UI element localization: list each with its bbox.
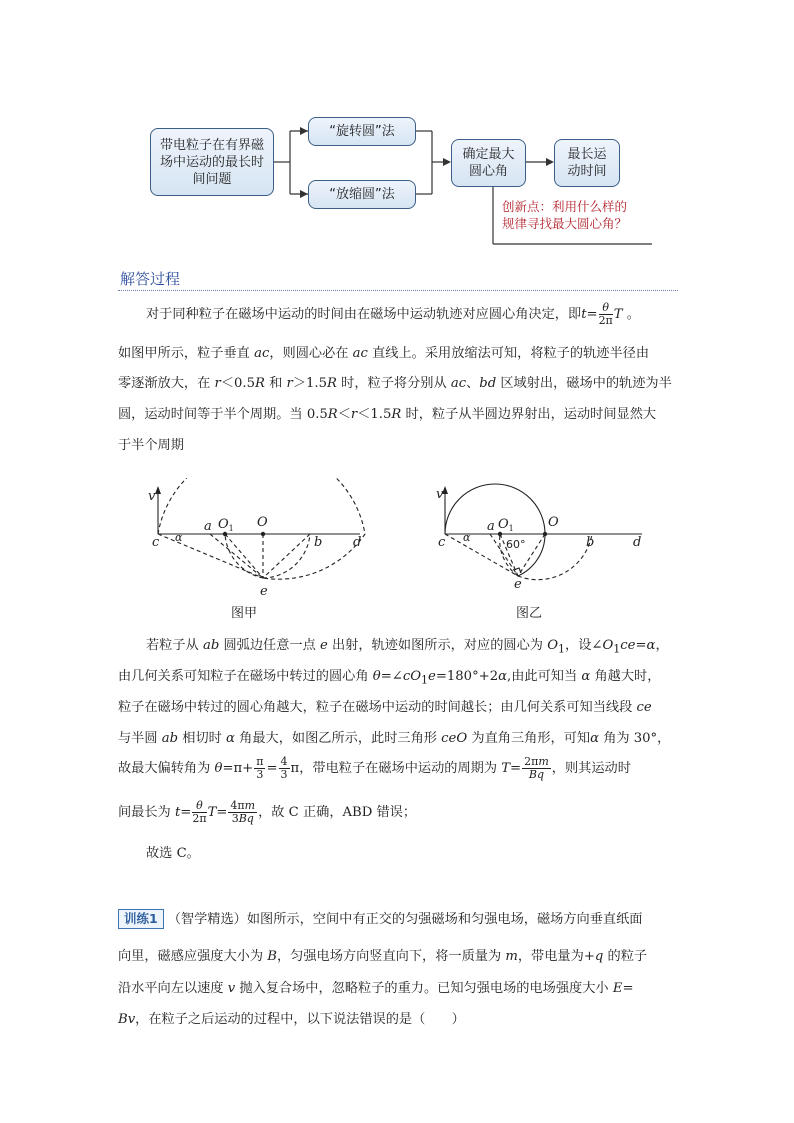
figure-yi [430, 478, 660, 606]
answer-line: 故选 C。 [146, 846, 200, 861]
flow-rotating-circle-box: “旋转圆”法 [308, 117, 416, 146]
svg-text:e: e [260, 584, 268, 599]
figure-yi-caption: 图乙 [516, 606, 543, 621]
svg-text:a: a [204, 519, 212, 534]
section-divider [118, 290, 678, 291]
figure-jia-caption: 图甲 [231, 606, 258, 621]
innovation-note-line2: 规律寻找最大圆心角？ [502, 216, 628, 231]
training-line1: 训练1 （智学精选）如图所示，空间中有正交的匀强磁场和匀强电场，磁场方向垂直纸面 [118, 908, 642, 929]
p1-line3: 零逐渐放大，在 r＜0.5R 和 r＞1.5R 时，粒子将分别从 ac、bd 区域射出，磁场中的轨迹为半 [118, 376, 672, 391]
svg-text:α: α [175, 531, 183, 544]
svg-text:O1: $O_1$ [218, 517, 234, 533]
figure-jia [140, 478, 380, 606]
p2-line3: 粒子在磁场中转过的圆心角越大，粒子在磁场中运动的时间越长；由几何关系可知当线段 ce [118, 700, 652, 715]
p1-line5: 于半个周期 [118, 438, 184, 453]
training-line2: 向里，磁感应强度大小为 B，匀强电场方向竖直向下，将一质量为 m，带电量为+q 的粒子 [118, 949, 648, 964]
svg-text:b: b [314, 535, 323, 550]
innovation-note-line1: 创新点：利用什么样的 [502, 199, 628, 214]
section-title: 解答过程 [120, 270, 181, 288]
svg-text:e: e [514, 577, 522, 592]
p1-line1: 对于同种粒子在磁场中运动的时间由在磁场中运动轨迹对应圆心角决定，即t= $\frac{\theta}{2\pi}$ T 。 [146, 301, 640, 327]
svg-text:v: v [148, 489, 156, 504]
svg-text:v: v [436, 487, 444, 502]
p2-line1: 若粒子从 ab 圆弧边任意一点 e 出射，轨迹如图所示，对应的圆心为 $O_1$，设$\angle O_1ce=\alpha$， [146, 638, 669, 656]
svg-text:a: a [487, 519, 495, 534]
training-badge: 训练1 [118, 909, 164, 929]
p1-line2: 如图甲所示，粒子垂直 ac，则圆心必在 ac 直线上。采用放缩法可知，将粒子的轨迹半径由 [118, 346, 650, 361]
svg-text:O: O [548, 515, 559, 530]
flow-start-box: 带电粒子在有界磁场中运动的最长时间问题 [150, 128, 274, 196]
svg-text:c: c [152, 535, 160, 550]
flow-scaling-circle-box: “放缩圆”法 [308, 180, 416, 209]
flow-determine-angle-box: 确定最大圆心角 [451, 139, 526, 187]
p2-line4: 与半圆 ab 相切时 α 角最大，如图乙所示，此时三角形 ceO 为直角三角形，可知α 角为 30°， [118, 731, 671, 746]
svg-text:d: d [353, 535, 362, 550]
svg-text:O: O [257, 515, 268, 530]
training-line4: Bv，在粒子之后运动的过程中，以下说法错误的是（ ） [118, 1012, 465, 1027]
svg-text:α: α [463, 531, 471, 544]
svg-text:b: b [586, 535, 595, 550]
angle-60-label: 60° [506, 538, 526, 551]
svg-text:O1: $O_1$ [498, 517, 514, 533]
p1-line4: 圆，运动时间等于半个周期。当 0.5R＜r＜1.5R 时，粒子从半圆边界射出，运动时间显然大 [118, 407, 657, 422]
p2-line6: 间最长为 t= $\frac{\theta}{2\pi}$ T= $\frac{4\pi m}{3Bq}$ ，故 C 正确，ABD 错误； [118, 799, 417, 825]
training-line3: 沿水平向左以速度 v 抛入复合场中，忽略粒子的重力。已知匀强电场的电场强度大小 E= [118, 981, 634, 996]
p2-line5: 故最大偏转角为 θ=π+ $\frac{\pi}{3}$ = $\frac{4}{3}$ π，带电粒子在磁场中运动的周期为 T= $\frac{2\pi m}{Bq}$ ，则其运动时 [118, 755, 631, 781]
svg-text:c: c [438, 535, 446, 550]
flow-result-box: 最长运动时间 [554, 139, 620, 187]
p2-line2: 由几何关系可知粒子在磁场中转过的圆心角 $\theta=\angle cO_1e=180^\circ+2\alpha$,由此可知当 α 角越大时， [118, 669, 661, 687]
svg-text:d: d [633, 535, 642, 550]
